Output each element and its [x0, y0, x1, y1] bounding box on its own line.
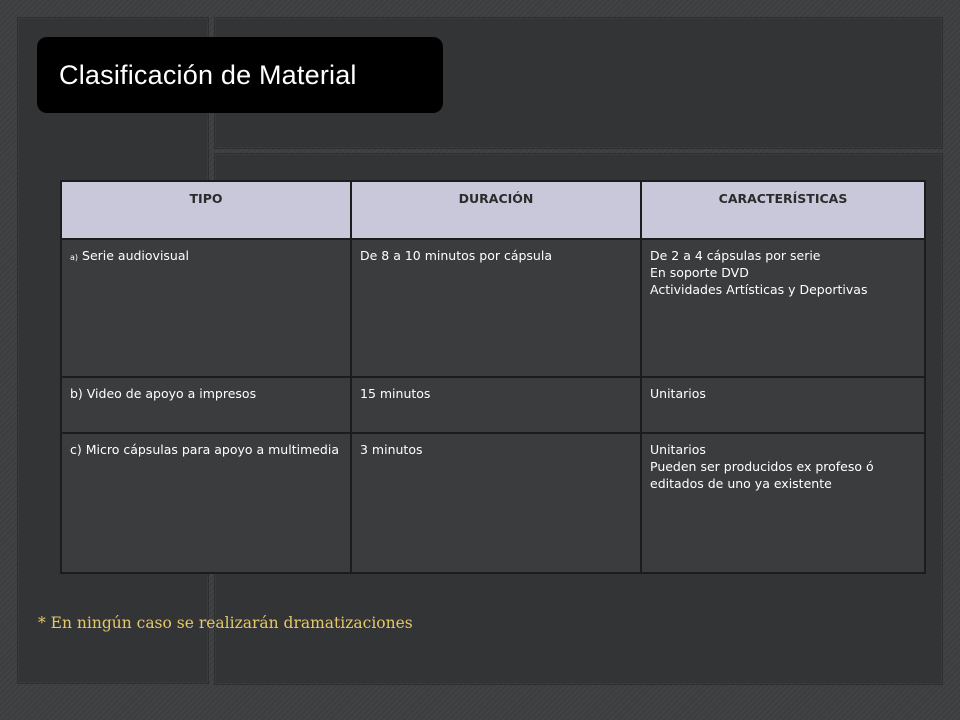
table-row [61, 377, 925, 433]
tipo-prefix: a) [70, 253, 79, 262]
slide-title: Clasificación de Material [59, 59, 357, 90]
slide-title-box [37, 37, 443, 113]
header-tipo: TIPO [61, 181, 351, 239]
cell-duracion: De 8 a 10 minutos por cápsula [351, 239, 641, 377]
caracteristica-line: Unitarios [650, 442, 706, 457]
cell-duracion: 15 minutos [351, 377, 641, 433]
table-row [61, 433, 925, 573]
cell-caracteristicas [641, 433, 925, 573]
tipo-text: Serie audiovisual [82, 248, 189, 263]
cell-tipo: b) Video de apoyo a impresos [61, 377, 351, 433]
table-row [61, 239, 925, 377]
caracteristica-line: De 2 a 4 cápsulas por serie [650, 248, 821, 263]
caracteristica-line: En soporte DVD [650, 265, 749, 280]
cell-caracteristicas [641, 239, 925, 377]
header-caracteristicas: CARACTERÍSTICAS [641, 181, 925, 239]
cell-duracion: 3 minutos [351, 433, 641, 573]
cell-caracteristicas [641, 377, 925, 433]
caracteristica-line: Actividades Artísticas y Deportivas [650, 282, 868, 297]
table-header-row [61, 181, 925, 239]
cell-tipo: c) Micro cápsulas para apoyo a multimedia [61, 433, 351, 573]
footnote: * En ningún caso se realizarán dramatizaciones [38, 614, 413, 632]
header-duracion: DURACIÓN [351, 181, 641, 239]
caracteristica-line: Unitarios [650, 386, 706, 401]
material-classification-table [60, 180, 926, 574]
cell-tipo [61, 239, 351, 377]
caracteristica-line: Pueden ser producidos ex profeso ó editados de uno ya existente [650, 459, 874, 491]
